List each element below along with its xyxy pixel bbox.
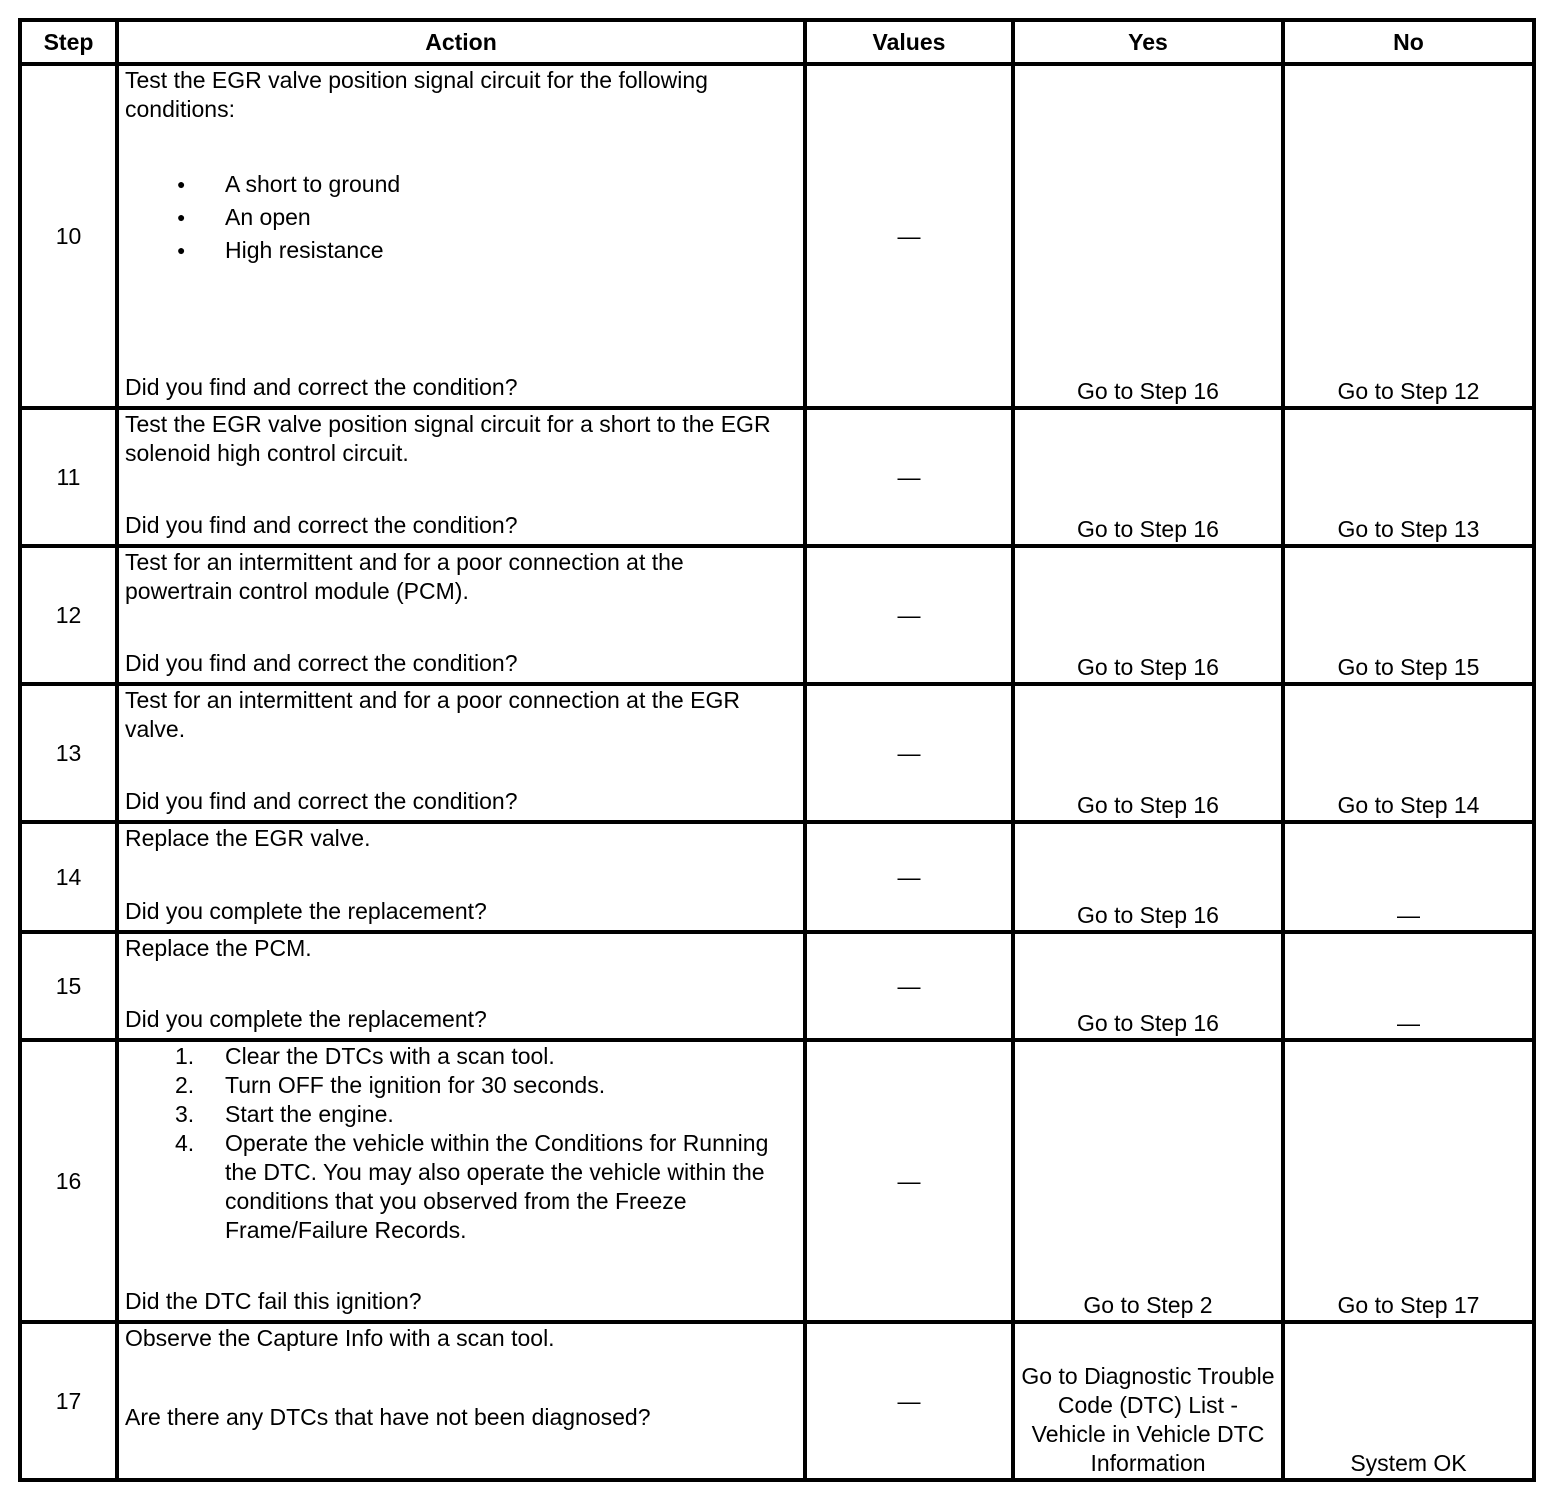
no-cell: System OK	[1283, 1322, 1534, 1480]
action-question: Did you find and correct the condition?	[125, 788, 518, 814]
table-row	[20, 1040, 1534, 1322]
header-step: Step	[20, 20, 117, 64]
no-cell: —	[1283, 822, 1534, 932]
list-item: ● An open	[125, 201, 797, 234]
yes-cell: Go to Diagnostic Trouble Code (DTC) List - Vehicle in Vehicle DTC Information	[1013, 1322, 1283, 1480]
list-number: 1.	[175, 1043, 195, 1069]
action-text: Observe the Capture Info with a scan tool.	[125, 1325, 555, 1351]
action-text: Test the EGR valve position signal circuit for a short to the EGR solenoid high control circuit.	[125, 411, 771, 466]
no-cell: Go to Step 17	[1283, 1040, 1534, 1322]
header-values: Values	[805, 20, 1013, 64]
action-question: Did the DTC fail this ignition?	[125, 1288, 422, 1314]
procedure-list	[125, 1042, 797, 1245]
header-row	[20, 20, 1534, 64]
action-text: Test for an intermittent and for a poor connection at the powertrain control module (PCM).	[125, 549, 684, 604]
table-row	[20, 932, 1534, 1040]
action-cell	[117, 1322, 805, 1480]
condition-list	[125, 168, 797, 267]
values-cell: —	[805, 822, 1013, 932]
yes-cell: Go to Step 16	[1013, 822, 1283, 932]
no-cell: Go to Step 12	[1283, 64, 1534, 408]
action-cell	[117, 546, 805, 684]
no-cell: Go to Step 13	[1283, 408, 1534, 546]
yes-cell: Go to Step 2	[1013, 1040, 1283, 1322]
action-cell	[117, 932, 805, 1040]
diagnostic-table	[18, 18, 1536, 1482]
step-number: 17	[20, 1322, 117, 1480]
step-number: 13	[20, 684, 117, 822]
values-cell: —	[805, 932, 1013, 1040]
step-number: 15	[20, 932, 117, 1040]
action-question: Did you complete the replacement?	[125, 898, 487, 924]
values-cell: —	[805, 408, 1013, 546]
list-text: Start the engine.	[225, 1101, 394, 1127]
yes-cell: Go to Step 16	[1013, 932, 1283, 1040]
step-number: 14	[20, 822, 117, 932]
action-text: Test the EGR valve position signal circuit for the following conditions:	[125, 67, 708, 122]
action-question: Did you find and correct the condition?	[125, 512, 518, 538]
yes-cell: Go to Step 16	[1013, 64, 1283, 408]
list-text: Operate the vehicle within the Conditions for Running the DTC. You may also operate the vehicle within the conditions that you observed from the Freeze Frame/Failure Records.	[225, 1130, 769, 1243]
header-yes: Yes	[1013, 20, 1283, 64]
action-text: Replace the EGR valve.	[125, 825, 371, 851]
step-number: 10	[20, 64, 117, 408]
list-number: 4.	[175, 1130, 195, 1156]
values-cell: —	[805, 1040, 1013, 1322]
no-cell: —	[1283, 932, 1534, 1040]
table-row	[20, 408, 1534, 546]
yes-cell: Go to Step 16	[1013, 546, 1283, 684]
yes-cell: Go to Step 16	[1013, 684, 1283, 822]
values-cell: —	[805, 546, 1013, 684]
no-cell: Go to Step 14	[1283, 684, 1534, 822]
action-text: Replace the PCM.	[125, 935, 312, 961]
action-cell	[117, 684, 805, 822]
action-cell	[117, 1040, 805, 1322]
action-question: Are there any DTCs that have not been diagnosed?	[125, 1404, 651, 1430]
list-item	[125, 1129, 797, 1245]
list-number: 2.	[175, 1072, 195, 1098]
action-cell	[117, 64, 805, 408]
table-row	[20, 822, 1534, 932]
action-cell	[117, 408, 805, 546]
step-number: 11	[20, 408, 117, 546]
action-question: Did you find and correct the condition?	[125, 374, 518, 400]
action-cell	[117, 822, 805, 932]
action-question: Did you complete the replacement?	[125, 1006, 487, 1032]
step-number: 12	[20, 546, 117, 684]
list-item	[125, 1071, 797, 1100]
table-row	[20, 1322, 1534, 1480]
header-no: No	[1283, 20, 1534, 64]
header-action: Action	[117, 20, 805, 64]
list-item	[125, 1100, 797, 1129]
yes-cell: Go to Step 16	[1013, 408, 1283, 546]
list-item: ● A short to ground	[125, 168, 797, 201]
action-text: Test for an intermittent and for a poor connection at the EGR valve.	[125, 687, 740, 742]
list-text: Turn OFF the ignition for 30 seconds.	[225, 1072, 606, 1098]
no-cell: Go to Step 15	[1283, 546, 1534, 684]
values-cell: —	[805, 64, 1013, 408]
table-row	[20, 546, 1534, 684]
step-number: 16	[20, 1040, 117, 1322]
table-row	[20, 684, 1534, 822]
list-item: ● High resistance	[125, 234, 797, 267]
values-cell: —	[805, 1322, 1013, 1480]
action-question: Did you find and correct the condition?	[125, 650, 518, 676]
list-item	[125, 1042, 797, 1071]
list-text: Clear the DTCs with a scan tool.	[225, 1043, 555, 1069]
table-row	[20, 64, 1534, 408]
list-number: 3.	[175, 1101, 195, 1127]
values-cell: —	[805, 684, 1013, 822]
